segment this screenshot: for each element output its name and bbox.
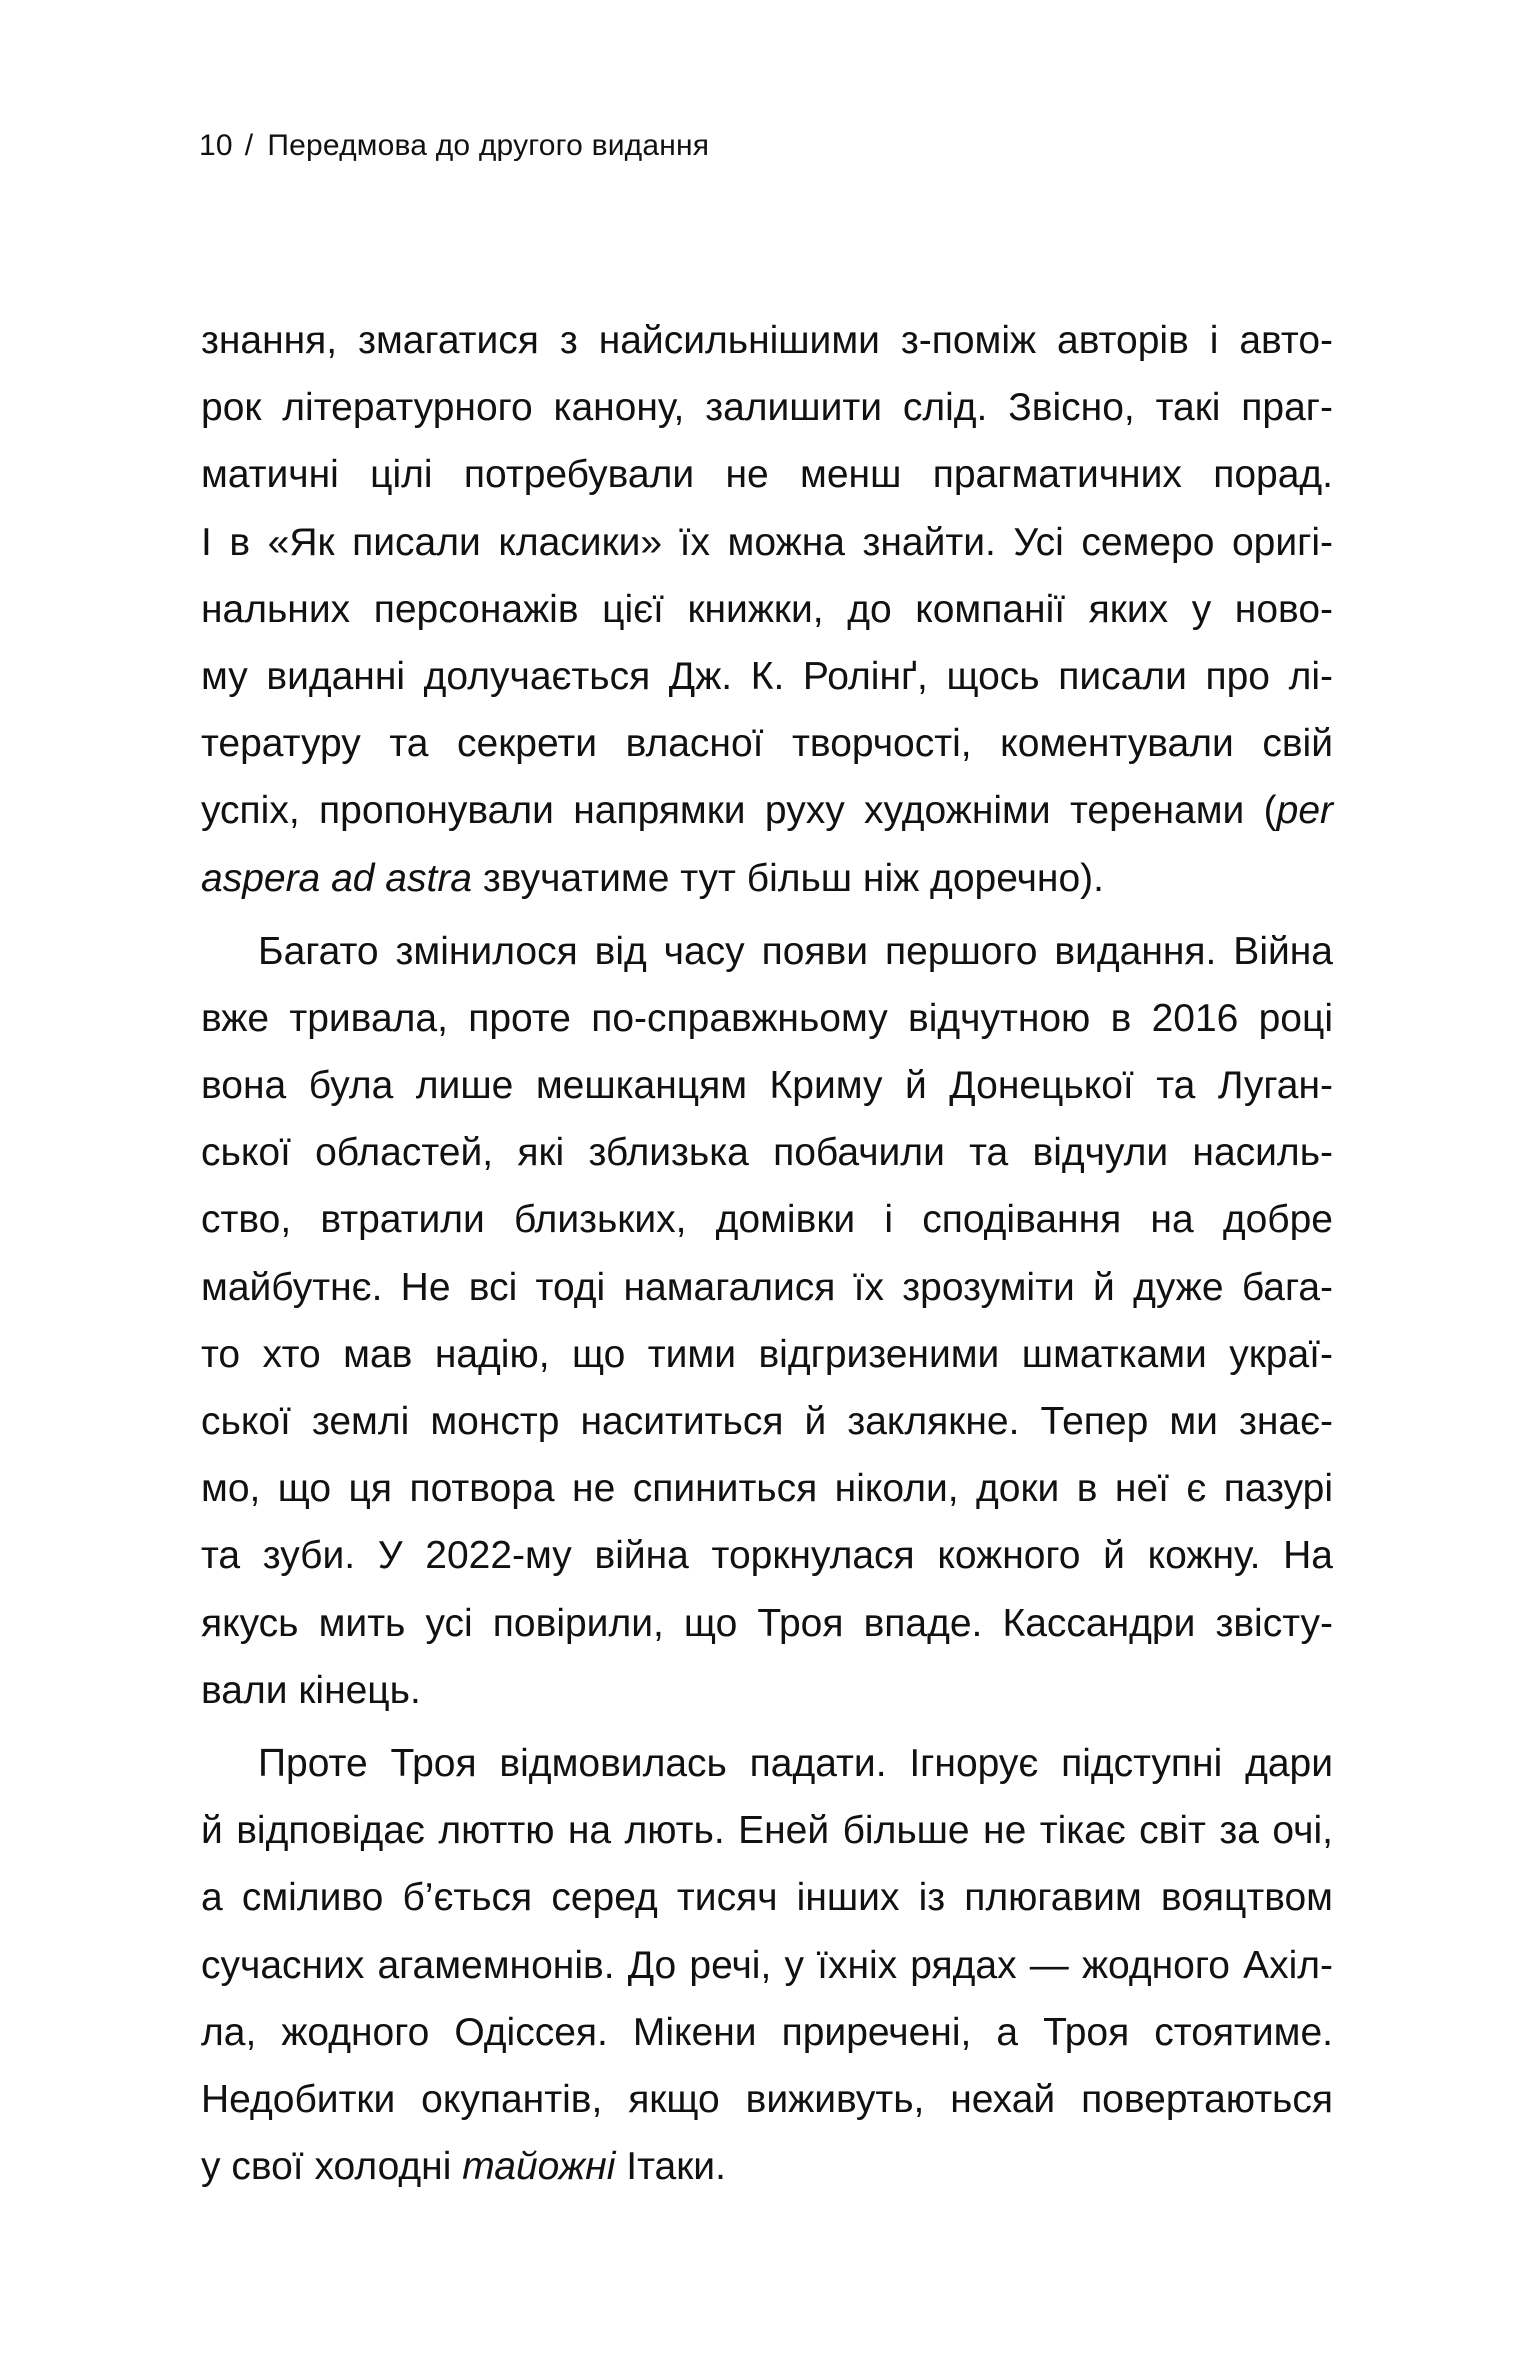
- text-line: ство, втратили близьких, домівки і сподівання на добре: [201, 1198, 1333, 1242]
- header-separator: /: [244, 129, 254, 162]
- text-line: сучасних агамемнонів. До речі, у їхніх рядах — жодного Ахіл-: [201, 1943, 1333, 1987]
- text-line: мо, що ця потвора не спиниться ніколи, доки в неї є пазурі: [201, 1467, 1333, 1511]
- text-run: успіх, пропонували напрямки руху художніми теренами (: [201, 789, 1277, 833]
- text-line: а сміливо б’ється серед тисяч інших із плюгавим вояцтвом: [201, 1876, 1333, 1920]
- text-line: майбутнє. Не всі тоді намагалися їх зрозуміти й дуже бага-: [201, 1265, 1333, 1309]
- running-header: [199, 128, 709, 164]
- section-title: Передмова до другого видання: [267, 129, 710, 162]
- text-line: рок літературного канону, залишити слід. Звісно, такі праг-: [201, 386, 1333, 430]
- page-number: 10: [199, 129, 233, 162]
- text-line: знання, змагатися з найсильнішими з-поміж авторів і авто-: [201, 319, 1333, 362]
- text-line: ської областей, які зблизька побачили та відчули насиль-: [201, 1131, 1333, 1175]
- text-line: вже тривала, проте по-справжньому відчутною в 2016 році: [201, 996, 1333, 1040]
- text-line: вали кінець.: [201, 1668, 421, 1712]
- text-line: Проте Троя відмовилась падати. Ігнорує підступні дари: [258, 1741, 1333, 1785]
- text-line: та зуби. У 2022-му війна торкнулася кожного й кожну. На: [201, 1534, 1333, 1578]
- text-line: [201, 2133, 1333, 2200]
- paragraph-3: [201, 1730, 1333, 2200]
- text-line: ла, жодного Одіссея. Мікени приречені, а Троя стоятиме.: [201, 2010, 1333, 2054]
- italic-phrase: per: [1276, 789, 1333, 833]
- text-run: у свої холодні: [201, 2145, 463, 2189]
- text-line: Недобитки окупантів, якщо виживуть, нехай повертаються: [201, 2077, 1333, 2121]
- body-text: [201, 307, 1333, 2200]
- text-line: якусь мить усі повірили, що Троя впаде. Кассандри звісту-: [201, 1601, 1333, 1645]
- text-line: вона була лише мешканцям Криму й Донецької та Луган-: [201, 1064, 1333, 1108]
- text-line: [201, 845, 1333, 912]
- text-line: матичні цілі потребували не менш прагматичних порад.: [201, 453, 1333, 497]
- text-line: нальних персонажів цієї книжки, до компанії яких у ново-: [201, 587, 1333, 631]
- paragraph-1: [201, 307, 1333, 912]
- text-line: Багато змінилося від часу появи першого видання. Війна: [258, 929, 1333, 973]
- italic-phrase: aspera ad astra: [201, 856, 473, 900]
- text-run: Ітаки.: [615, 2145, 726, 2189]
- text-line: тературу та секрети власної творчості, коментували свій: [201, 722, 1333, 766]
- text-line: І в «Як писали класики» їх можна знайти. Усі семеро оригі-: [201, 520, 1333, 564]
- text-line: му виданні долучається Дж. К. Ролінґ, щось писали про лі-: [201, 654, 1333, 698]
- text-line: ської землі монстр насититься й заклякне. Тепер ми знає-: [201, 1400, 1333, 1443]
- text-line: то хто мав надію, що тими відгризеними шматками украї-: [201, 1332, 1333, 1376]
- text-run: звучатиме тут більш ніж доречно).: [472, 856, 1104, 900]
- text-line: й відповідає люттю на лють. Еней більше не тікає світ за очі,: [201, 1809, 1333, 1853]
- text-line: [201, 777, 1333, 844]
- paragraph-2: [201, 918, 1333, 1724]
- italic-word: тайожні: [462, 2145, 616, 2189]
